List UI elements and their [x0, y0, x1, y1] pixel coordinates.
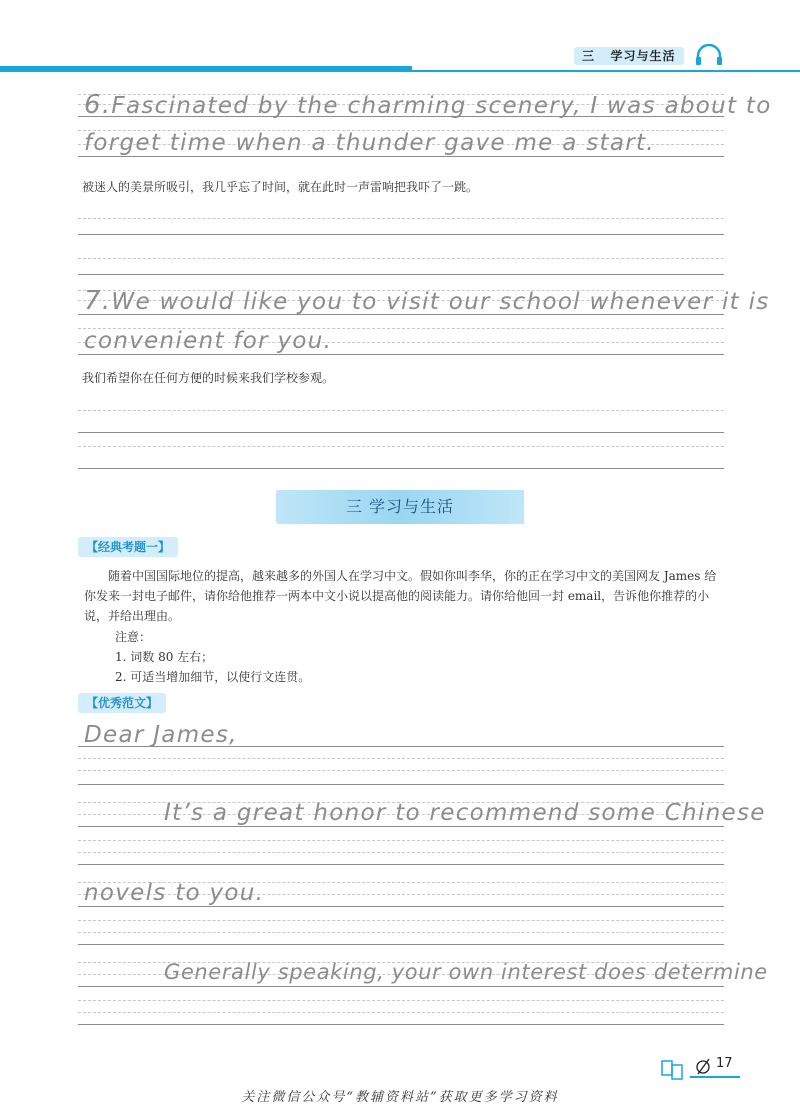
sentence-7-line-1: 7.We would like you to visit our school whenever it is — [84, 286, 770, 316]
header-section-tag: 三 学习与生活 — [574, 47, 684, 65]
footer-promo-text: 关注微信公众号“教辅资料站”获取更多学习资料 — [241, 1090, 559, 1105]
page-number-underline — [690, 1076, 740, 1078]
notes-title: 注意： — [115, 630, 152, 644]
book-icon — [660, 1057, 686, 1081]
sentence-7-translation: 我们希望你在任何方便的时候来我们学校参观。 — [82, 371, 335, 385]
exam-prompt: 随着中国国际地位的提高，越来越多的外国人在学习中文。假如你叫李华，你的正在学习中文的美国网友 James 给你发来一封电子邮件，请你给他推荐一两本中文小说以提高他的阅读能力。请你给他回一封 email，告诉他你推荐的小说，并给出理由。 — [84, 569, 717, 623]
sample-line-4: Generally speaking, your own interest does determine — [164, 960, 768, 984]
sample-line-1: Dear James, — [84, 722, 238, 748]
sentence-6-line-1: 6.Fascinated by the charming scenery, I was about to — [84, 90, 772, 120]
exam-question-tag: 【经典考题一】 — [78, 537, 178, 557]
sample-line-2: It’s a great honor to recommend some Chinese — [164, 800, 766, 826]
sentence-7-block — [78, 286, 770, 436]
note-1: 1. 词数 80 左右； — [115, 650, 214, 664]
sentence-6-translation: 被迷人的美景所吸引，我几乎忘了时间，就在此时一声雷响把我吓了一跳。 — [82, 180, 479, 194]
header-rule — [0, 70, 800, 72]
headphone-icon — [694, 44, 724, 66]
sample-essay-block — [78, 720, 768, 1026]
sentence-6-line-2: forget time when a thunder gave me a start. — [84, 130, 655, 156]
sentence-6-block — [78, 90, 772, 240]
sentence-6-extra-lines — [78, 246, 724, 276]
sentence-6-number: 6. — [84, 90, 112, 120]
sentence-7-extra-lines — [78, 440, 724, 470]
sentence-7-number: 7. — [84, 286, 112, 316]
sample-line-3: novels to you. — [84, 880, 265, 906]
note-2: 2. 可适当增加细节，以使行文连贯。 — [115, 670, 311, 684]
banner-deco-right — [510, 490, 524, 524]
sentence-7-line-2: convenient for you. — [84, 328, 333, 354]
page-number: 17 — [716, 1056, 733, 1071]
sample-essay-tag: 【优秀范文】 — [78, 693, 166, 713]
section-banner: 三 学习与生活 — [276, 490, 524, 524]
pen-icon — [694, 1056, 712, 1076]
